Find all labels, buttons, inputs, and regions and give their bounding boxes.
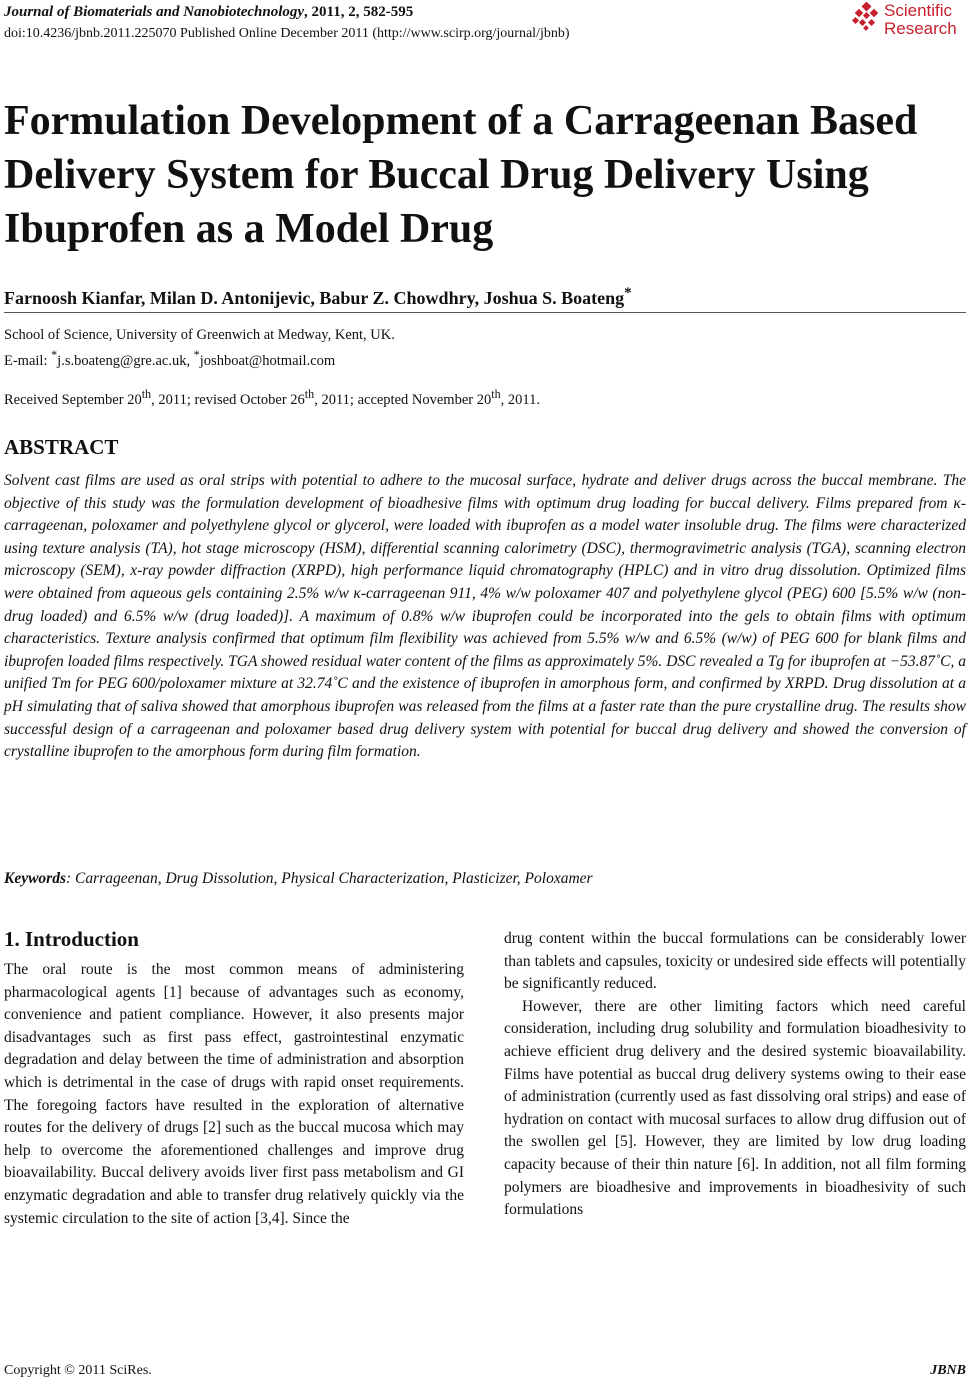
journal-header bbox=[4, 2, 804, 44]
email-mark-1: * bbox=[51, 348, 58, 362]
received-part-2: , 2011; revised October 26 bbox=[151, 391, 305, 408]
received-part-1: Received September 20 bbox=[4, 391, 142, 408]
intro-right-column bbox=[504, 928, 966, 1222]
email-address-2: joshboat@hotmail.com bbox=[199, 352, 336, 369]
logo-mark-icon bbox=[852, 2, 882, 32]
footer-copyright: Copyright © 2011 SciRes. bbox=[4, 1363, 152, 1378]
corresponding-author-mark: * bbox=[624, 285, 632, 301]
publisher-logo bbox=[852, 2, 968, 44]
journal-citation-line bbox=[4, 2, 804, 23]
footer-journal-abbr: JBNB bbox=[930, 1363, 966, 1378]
logo-text-line2: Research bbox=[884, 19, 957, 38]
keywords-items: Carrageenan, Drug Dissolution, Physical Characterization, Plasticizer, Poloxamer bbox=[75, 870, 593, 887]
affiliation-block bbox=[4, 325, 966, 371]
keywords-label: Keywords bbox=[4, 870, 66, 887]
abstract-heading: ABSTRACT bbox=[4, 435, 119, 459]
received-dates bbox=[4, 384, 966, 410]
received-sup-1: th bbox=[141, 387, 152, 401]
email-prefix: E-mail: bbox=[4, 352, 52, 369]
author-list bbox=[4, 281, 966, 310]
author-names: Farnoosh Kianfar, Milan D. Antonijevic, Babur Z. Chowdhry, Joshua S. Boateng bbox=[4, 288, 625, 308]
doi-line: doi:10.4236/jbnb.2011.225070 Published Online December 2011 (http://www.scirp.org/journal/jbnb) bbox=[4, 26, 570, 41]
email-line bbox=[4, 345, 966, 371]
keywords-colon: : bbox=[66, 870, 76, 887]
intro-right-paragraph-2: However, there are other limiting factors which need careful consideration, including drug solubility and formulation bioadhesivity to achieve efficient drug delivery and the desired systemic bioavailability. Films have potential as buccal drug delivery systems owing to their ease of administration (currently used as fast dissolving oral strips) and ease of hydration on contact with mucosal surfaces to allow drug diffusion out of the swollen gel [5]. However, they are limited by low drug loading capacity because of their thin nature [6]. In addition, not all film forming polymers are bioadhesive and improvements in bioadhesivity of such formulations bbox=[504, 997, 966, 1219]
section-heading-introduction: 1. Introduction bbox=[4, 927, 139, 951]
intro-left-column: The oral route is the most common means of administering pharmacological agents [1] because of advantages such as economy, convenience and patient compliance. However, it also presents major disadvantages such as first pass effect, gastrointestinal enzymatic degradation and delay between the time of administration and absorption which is detrimental in the case of drugs with rapid onset requirements. The foregoing factors have resulted in the exploration of alternative routes for the delivery of drugs [2] such as the buccal mucosa which may help to overcome the aforementioned challenges and improve drug bioavailability. Buccal delivery avoids liver first pass metabolism and GI enzymatic degradation and able to transfer drug relatively quickly via the systemic circulation to the site of action [3,4]. Since the bbox=[4, 961, 464, 1227]
keywords-line bbox=[4, 868, 966, 890]
received-part-3: , 2011; accepted November 20 bbox=[314, 391, 492, 408]
received-sup-2: th bbox=[304, 387, 315, 401]
email-address-1: j.s.boateng@gre.ac.uk, bbox=[57, 352, 194, 369]
header-divider bbox=[4, 312, 966, 313]
intro-right-paragraph-1: drug content within the buccal formulations can be considerably lower than tablets and capsules, toxicity or undesired side effects will potentially be significantly reduced. bbox=[504, 930, 966, 993]
paper-title: Formulation Development of a Carrageenan Based Delivery System for Buccal Drug Delivery Using Ibuprofen as a Model Drug bbox=[4, 98, 918, 252]
logo-text bbox=[884, 2, 957, 38]
logo-text-line1: Scientific bbox=[884, 1, 953, 20]
affiliation-line: School of Science, University of Greenwich at Medway, Kent, UK. bbox=[4, 327, 395, 343]
abstract-text: Solvent cast films are used as oral strips with potential to adhere to the mucosal surface, hydrate and deliver drugs across the buccal membrane. The objective of this study was the formulation development of bioadhesive films with optimum drug loading for buccal delivery. Films prepared from κ-carrageenan, poloxamer and polyethylene glycol or glycerol, were loaded with ibuprofen as a model water insoluble drug. The films were characterized using texture analysis (TA), hot stage microscopy (HSM), differential scanning calorimetry (DSC), thermogravimetric analysis (TGA), scanning electron microscopy (SEM), x-ray powder diffraction (XRPD), high performance liquid chromatography (HPLC) and in vitro drug dissolution. Optimized films were obtained from aqueous gels containing 2.5% w/w κ-carrageenan 911, 4% w/w poloxamer 407 and polyethylene glycol (PEG) 600 [5.5% w/w (non-drug loaded) and 6.5% w/w (drug loaded)]. A maximum of 0.8% w/w ibuprofen could be incorporated into the gels to obtain films with optimum characteristics. Texture analysis confirmed that optimum film flexibility was achieved from 5.5% w/w and 6.5% (w/w) of PEG 600 for blank films and ibuprofen loaded films respectively. TGA showed residual water content of the films as approximately 5%. DSC revealed a Tg for ibuprofen at −53.87˚C, a unified Tm for PEG 600/poloxamer mixture at 32.74˚C and the existence of ibuprofen in amorphous form, and confirmed by XRPD. Drug dissolution at a pH simulating that of saliva showed that amorphous ibuprofen was released from the films at a faster rate than the pure crystalline drug. The results show successful design of a carrageenan and poloxamer based drug delivery system with potential for buccal drug delivery and showed the conversion of crystalline ibuprofen to the amorphous form during film formation. bbox=[4, 472, 966, 761]
journal-name: Journal of Biomaterials and Nanobiotechnology bbox=[4, 4, 305, 20]
journal-volume-info: , 2011, 2, 582-595 bbox=[304, 4, 414, 20]
received-part-4: , 2011. bbox=[500, 391, 540, 408]
email-mark-2: * bbox=[193, 348, 200, 362]
received-sup-3: th bbox=[491, 387, 501, 401]
